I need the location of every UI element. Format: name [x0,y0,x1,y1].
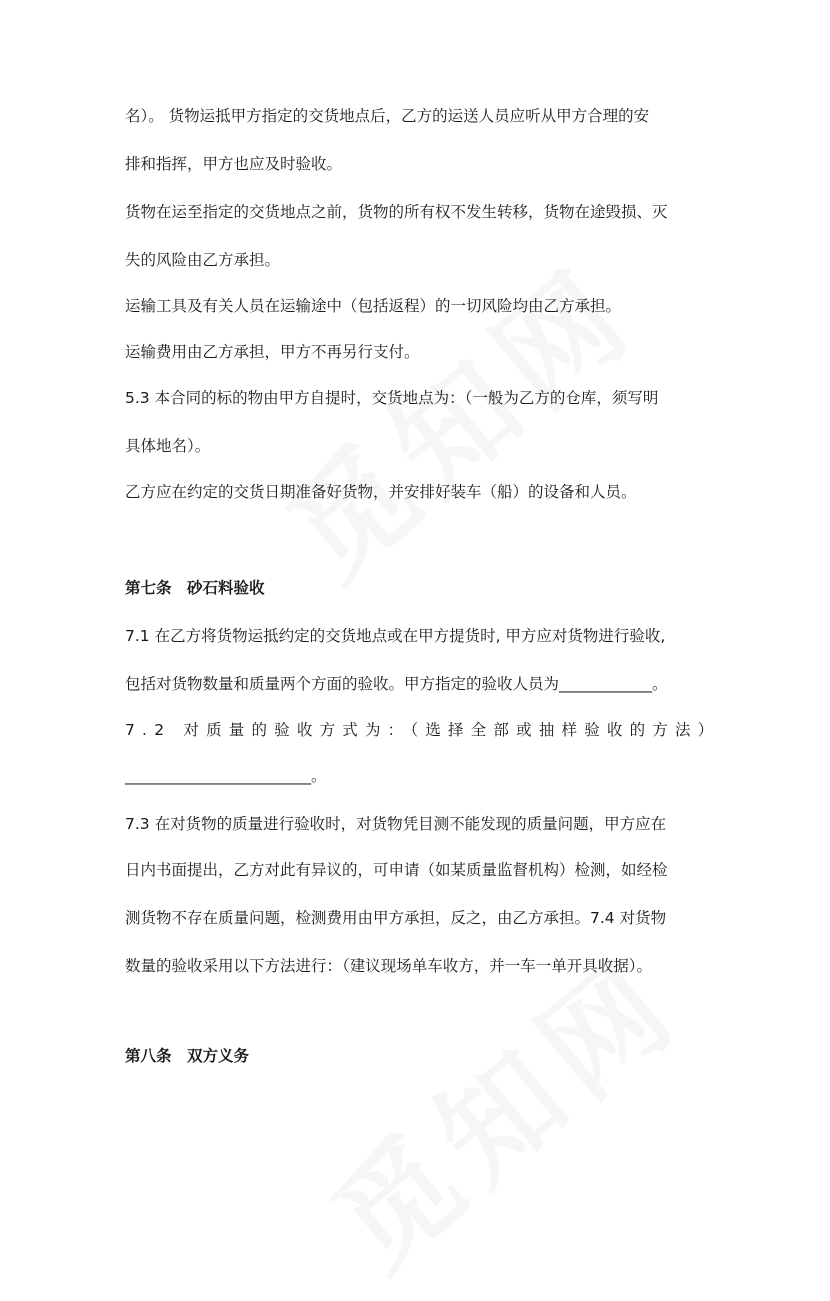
paragraph-line: 运输费用由乙方承担，甲方不再另行支付。 [125,343,420,361]
watermark [247,221,666,611]
paragraph-line: 7.1 在乙方将货物运抵约定的交货地点或在甲方提货时, 甲方应对货物进行验收, [125,627,666,645]
paragraph-line: 数量的验收采用以下方法进行：（建议现场单车收方，并一车一单开具收据）。 [125,957,653,975]
paragraph-line: 包括对货物数量和质量两个方面的验收。甲方指定的验收人员为____________。 [125,675,668,693]
paragraph-line: 7.2 对质量的验收方式为：（选择全部或抽样验收的方法） [125,721,721,739]
blank-fill-line: ________________________。 [125,767,327,785]
section-heading-8: 第八条 双方义务 [125,1047,250,1065]
paragraph-line: 名）。 货物运抵甲方指定的交货地点后，乙方的运送人员应听从甲方合理的安 [125,107,650,125]
section-heading-7: 第七条 砂石料验收 [125,579,265,597]
paragraph-line: 运输工具及有关人员在运输途中（包括返程）的一切风险均由乙方承担。 [125,297,622,315]
paragraph-line: 测货物不存在质量问题，检测费用由甲方承担，反之，由乙方承担。7.4 对货物 [125,909,667,927]
paragraph-line: 日内书面提出，乙方对此有异议的，可申请（如某质量监督机构）检测，如经检 [125,861,668,879]
paragraph-line: 货物在运至指定的交货地点之前，货物的所有权不发生转移，货物在途毁损、灭 [125,203,668,221]
paragraph-line: 5.3 本合同的标的物由甲方自提时，交货地点为：（一般为乙方的仓库，须写明 [125,389,659,407]
paragraph-line: 乙方应在约定的交货日期准备好货物，并安排好装车（船）的设备和人员。 [125,483,637,501]
paragraph-line: 具体地名）。 [125,437,211,455]
paragraph-line: 失的风险由乙方承担。 [125,251,281,269]
paragraph-line: 7.3 在对货物的质量进行验收时，对货物凭目测不能发现的质量问题，甲方应在 [125,815,667,833]
paragraph-line: 排和指挥，甲方也应及时验收。 [125,155,343,173]
